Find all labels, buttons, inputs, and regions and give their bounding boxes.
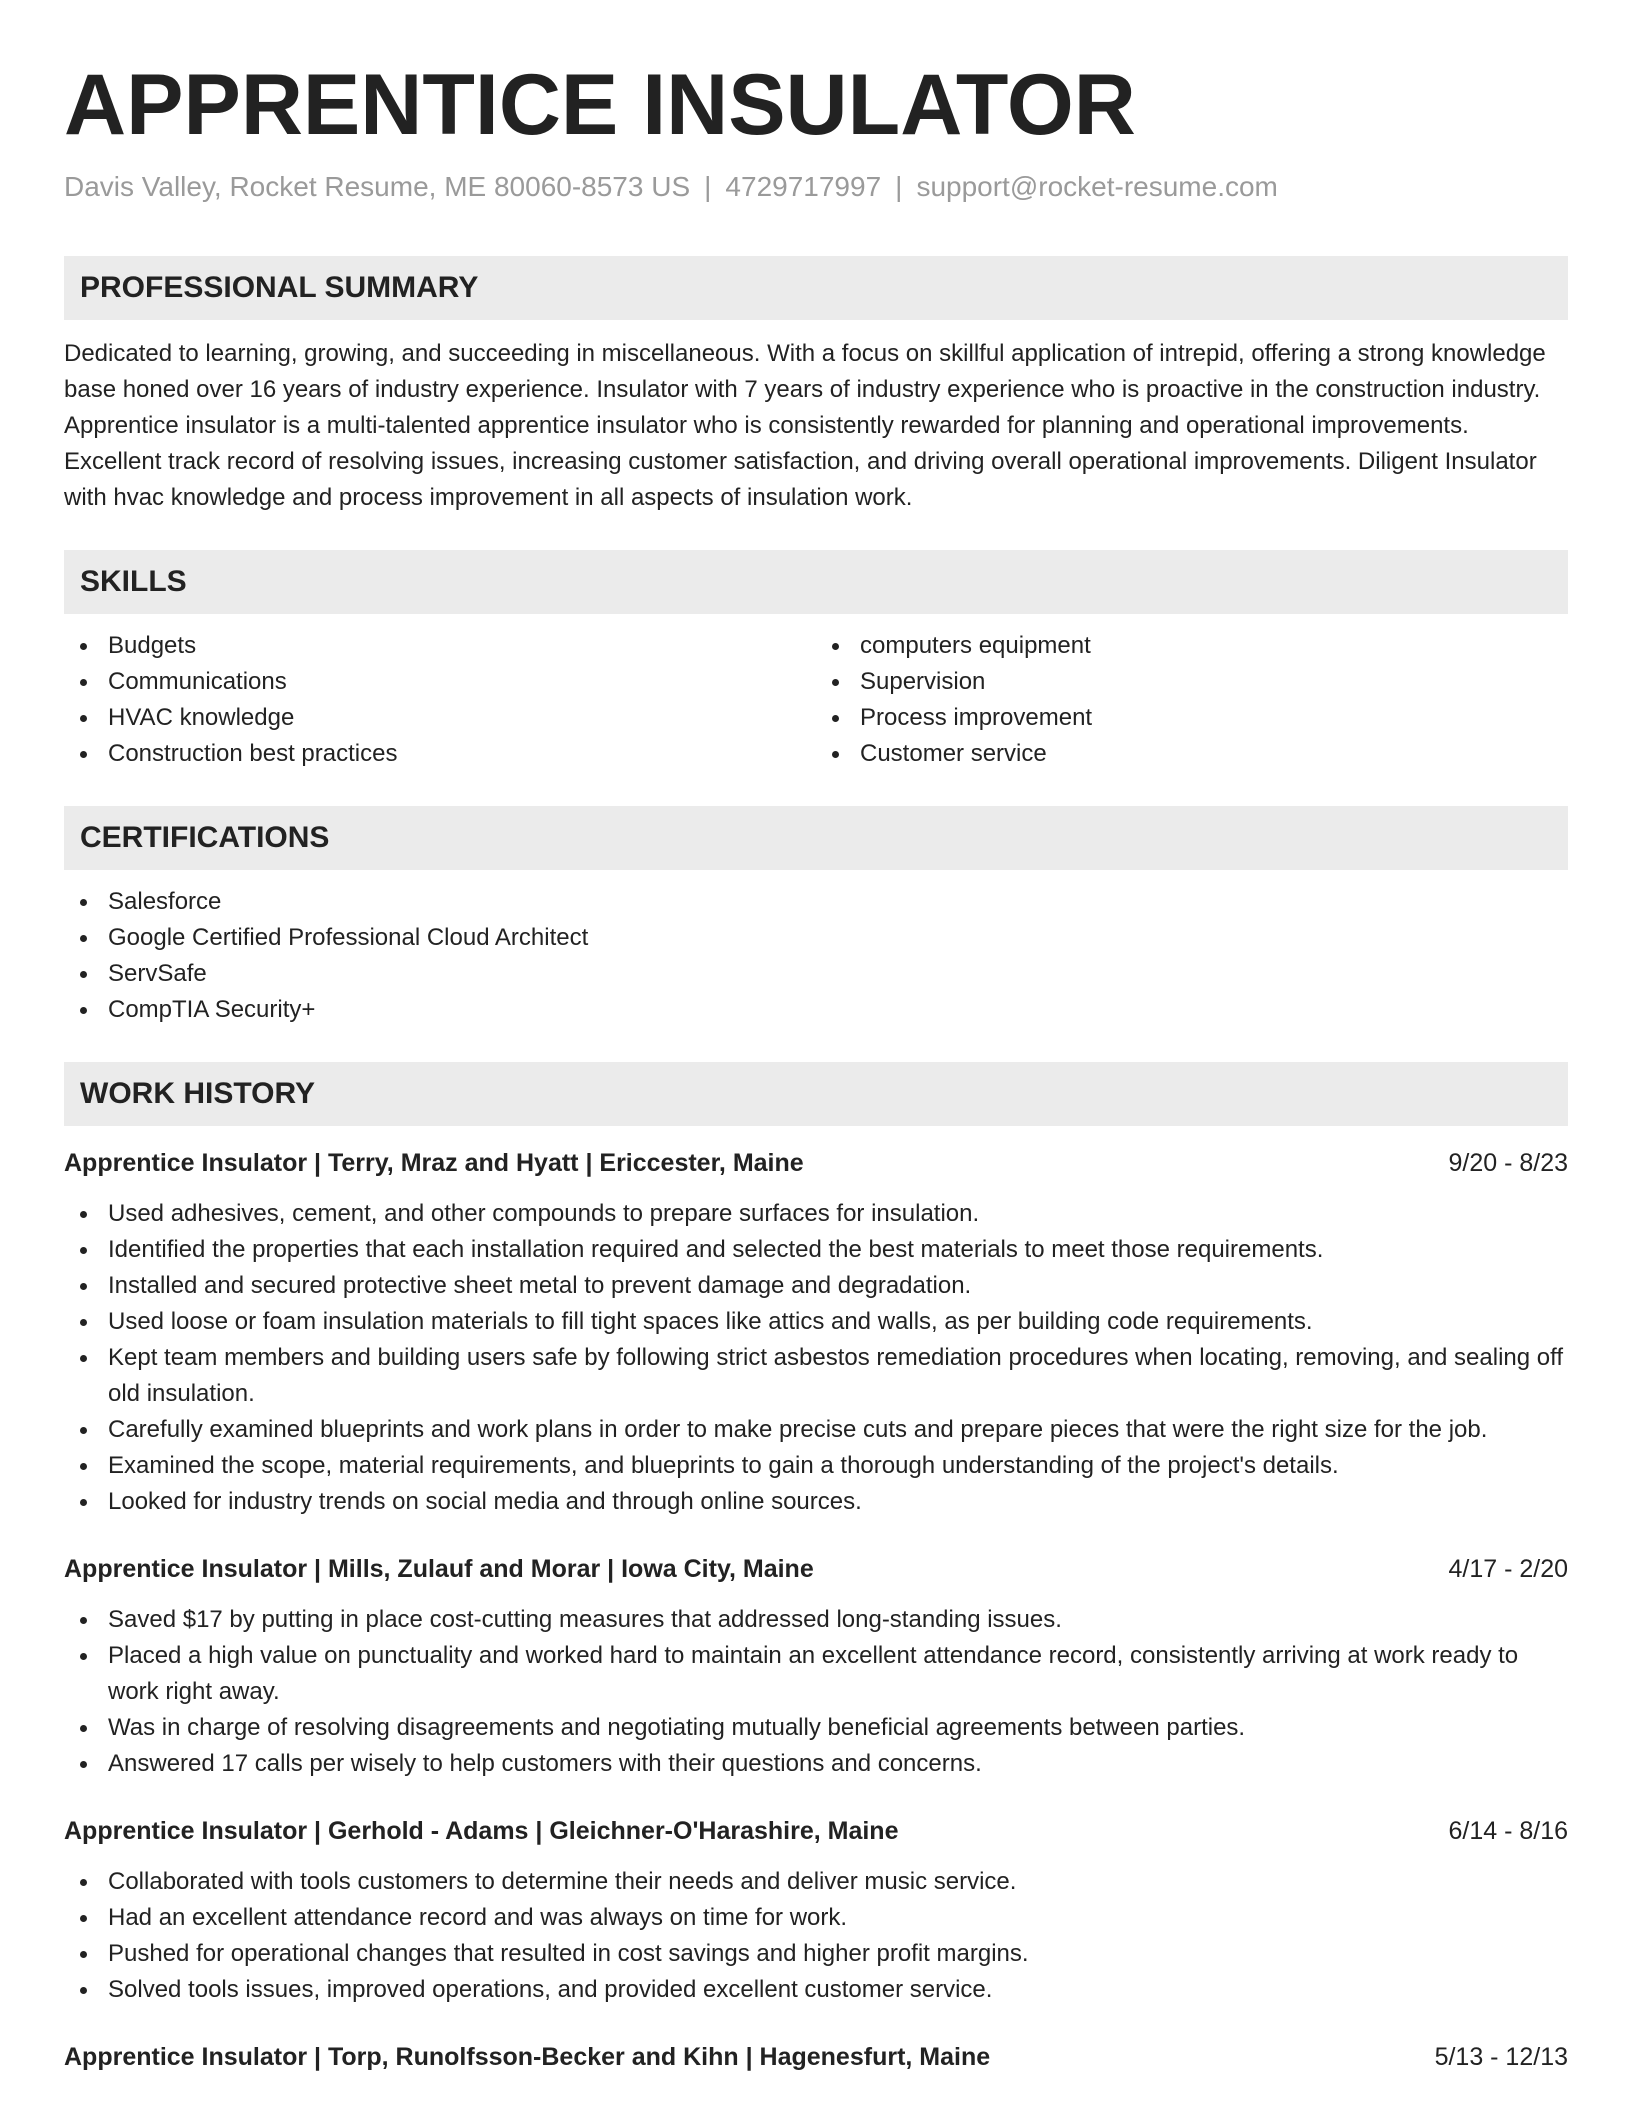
job-duty-item: Used loose or foam insulation materials to fill tight spaces like attics and walls, as per building code requirements. bbox=[64, 1304, 1568, 1340]
job-dates: 6/14 - 8/16 bbox=[1448, 1817, 1568, 1845]
job-dates: 4/17 - 2/20 bbox=[1448, 1555, 1568, 1583]
skill-item: Construction best practices bbox=[64, 736, 816, 772]
job-dates: 9/20 - 8/23 bbox=[1448, 1149, 1568, 1177]
summary-text: Dedicated to learning, growing, and succeeding in miscellaneous. With a focus on skillful application of intrepid, offering a strong knowledge base honed over 16 years of industry experience. Insulator with 7 years of industry experience who is proactive in the construction industry. Apprentice insulator is a multi-talented apprentice insulator who is consistently rewarded for planning and operational improvements. Excellent track record of resolving issues, increasing customer satisfaction, and driving overall operational improvements. Diligent Insulator with hvac knowledge and process improvement in all aspects of insulation work. bbox=[64, 340, 1546, 511]
certification-item: Google Certified Professional Cloud Architect bbox=[64, 920, 1568, 956]
job-duties-list bbox=[64, 1602, 1568, 1782]
skill-item: Budgets bbox=[64, 628, 816, 664]
job-entry bbox=[64, 1146, 1568, 1520]
contact-line bbox=[64, 170, 1568, 204]
job-duties-list bbox=[64, 1196, 1568, 1520]
job-title: Apprentice Insulator | Gerhold - Adams | Gleichner-O'Harashire, Maine bbox=[64, 1817, 899, 1845]
contact-email: support@rocket-resume.com bbox=[916, 171, 1278, 202]
certifications-list bbox=[64, 884, 1568, 1028]
certification-item: ServSafe bbox=[64, 956, 1568, 992]
job-entry bbox=[64, 1552, 1568, 1782]
work-history-heading: WORK HISTORY bbox=[64, 1062, 1568, 1126]
skills-heading: SKILLS bbox=[64, 550, 1568, 614]
contact-address: Davis Valley, Rocket Resume, ME 80060-8573 US bbox=[64, 171, 691, 202]
job-duty-item: Was in charge of resolving disagreements and negotiating mutually beneficial agreements between parties. bbox=[64, 1710, 1568, 1746]
job-duty-item: Examined the scope, material requirements, and blueprints to gain a thorough understanding of the project's details. bbox=[64, 1448, 1568, 1484]
skill-item: Process improvement bbox=[816, 700, 1568, 736]
job-duty-item: Kept team members and building users safe by following strict asbestos remediation procedures when locating, removing, and sealing off old insulation. bbox=[64, 1340, 1568, 1412]
contact-separator: | bbox=[895, 171, 903, 202]
job-duty-item: Answered 17 calls per wisely to help customers with their questions and concerns. bbox=[64, 1746, 1568, 1782]
skill-item: Customer service bbox=[816, 736, 1568, 772]
certification-item: Salesforce bbox=[64, 884, 1568, 920]
job-header bbox=[64, 1146, 1568, 1180]
job-duty-item: Looked for industry trends on social media and through online sources. bbox=[64, 1484, 1568, 1520]
skill-item: computers equipment bbox=[816, 628, 1568, 664]
job-dates: 5/13 - 12/13 bbox=[1434, 2043, 1568, 2071]
skill-item: Communications bbox=[64, 664, 816, 700]
skills-grid bbox=[64, 628, 1568, 772]
certification-item: CompTIA Security+ bbox=[64, 992, 1568, 1028]
job-duty-item: Saved $17 by putting in place cost-cutting measures that addressed long-standing issues. bbox=[64, 1602, 1568, 1638]
job-duty-item: Pushed for operational changes that resulted in cost savings and higher profit margins. bbox=[64, 1936, 1568, 1972]
job-duty-item: Installed and secured protective sheet metal to prevent damage and degradation. bbox=[64, 1268, 1568, 1304]
resume-name: APPRENTICE INSULATOR bbox=[64, 57, 1136, 153]
job-title: Apprentice Insulator | Mills, Zulauf and Morar | Iowa City, Maine bbox=[64, 1555, 814, 1583]
job-duty-item: Placed a high value on punctuality and worked hard to maintain an excellent attendance record, consistently arriving at work ready to work right away. bbox=[64, 1638, 1568, 1710]
certifications-heading: CERTIFICATIONS bbox=[64, 806, 1568, 870]
job-duty-item: Had an excellent attendance record and was always on time for work. bbox=[64, 1900, 1568, 1936]
job-duty-item: Collaborated with tools customers to determine their needs and deliver music service. bbox=[64, 1864, 1568, 1900]
job-duty-item: Carefully examined blueprints and work plans in order to make precise cuts and prepare pieces that were the right size for the job. bbox=[64, 1412, 1568, 1448]
job-header bbox=[64, 1814, 1568, 1848]
job-duties-list bbox=[64, 1864, 1568, 2008]
skill-item: Supervision bbox=[816, 664, 1568, 700]
skills-left-column bbox=[64, 628, 816, 772]
summary-heading: PROFESSIONAL SUMMARY bbox=[64, 256, 1568, 320]
job-title: Apprentice Insulator | Terry, Mraz and Hyatt | Ericcester, Maine bbox=[64, 1149, 804, 1177]
skills-right-column bbox=[816, 628, 1568, 772]
job-duty-item: Identified the properties that each installation required and selected the best materials to meet those requirements. bbox=[64, 1232, 1568, 1268]
job-duty-item: Solved tools issues, improved operations, and provided excellent customer service. bbox=[64, 1972, 1568, 2008]
job-duty-item: Used adhesives, cement, and other compounds to prepare surfaces for insulation. bbox=[64, 1196, 1568, 1232]
skill-item: HVAC knowledge bbox=[64, 700, 816, 736]
job-title: Apprentice Insulator | Torp, Runolfsson-Becker and Kihn | Hagenesfurt, Maine bbox=[64, 2043, 991, 2071]
job-entry bbox=[64, 2040, 1568, 2074]
contact-separator: | bbox=[704, 171, 712, 202]
job-entry bbox=[64, 1814, 1568, 2008]
job-header bbox=[64, 1552, 1568, 1586]
job-header bbox=[64, 2040, 1568, 2074]
contact-phone: 4729717997 bbox=[725, 171, 882, 202]
